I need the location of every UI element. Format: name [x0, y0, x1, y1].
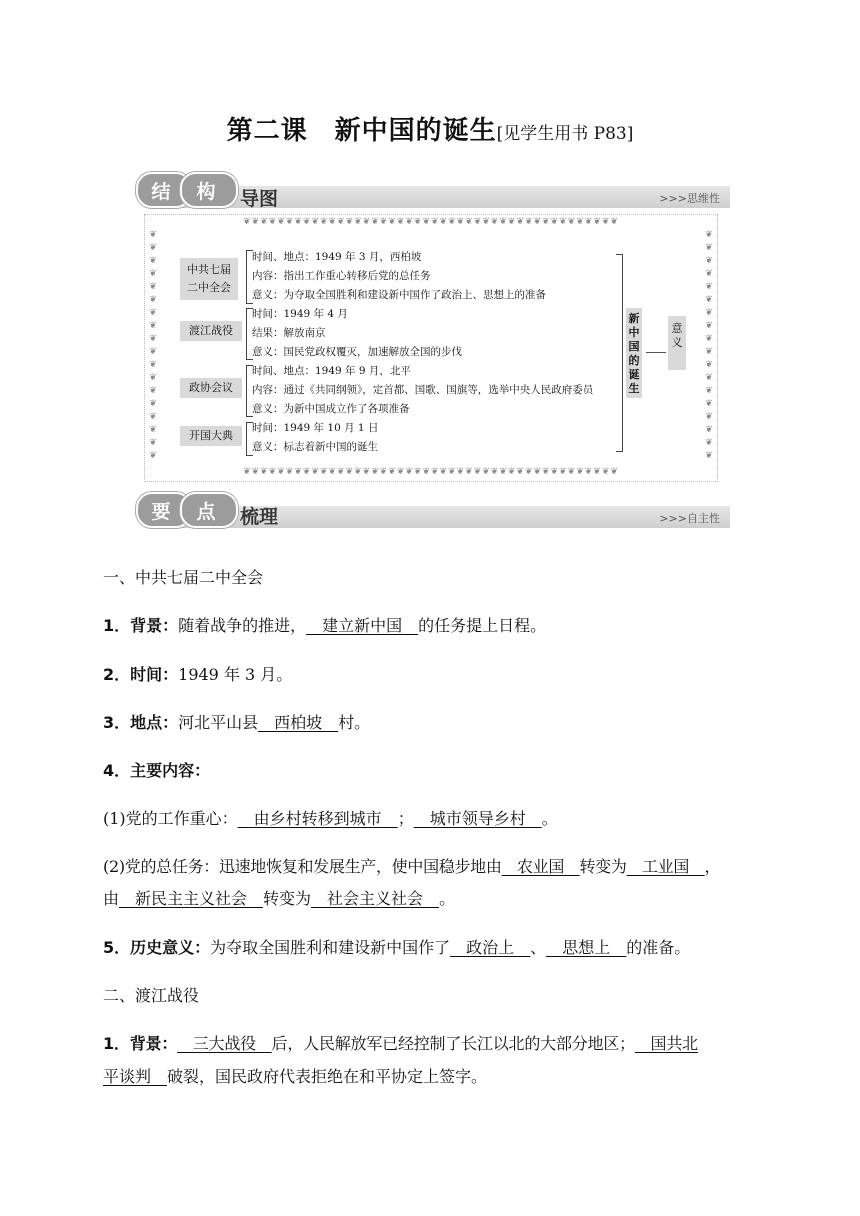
- map-node-founding: 开国大典: [180, 426, 242, 446]
- map-node-cppcc: 政协会议: [180, 378, 242, 398]
- banner-pill: 结: [136, 172, 192, 208]
- border-decoration: ❦ ❦ ❦ ❦ ❦ ❦ ❦ ❦ ❦ ❦ ❦ ❦ ❦ ❦ ❦ ❦ ❦ ❦: [149, 230, 157, 461]
- map-node-crossing: 渡江战役: [180, 321, 242, 341]
- map-line: 意义：为夺取全国胜利和建设新中国作了政治上、思想上的准备: [252, 289, 546, 301]
- item-background-cont: 平谈判__破裂，国民政府代表拒绝在和平协定上签字。: [103, 1067, 488, 1086]
- book-reference: [见学生用书 P83]: [496, 124, 634, 144]
- map-meaning-node: 意 义: [668, 316, 686, 370]
- map-line: 时间、地点：1949 年 9 月，北平: [252, 365, 411, 377]
- map-node-plenum: 中共七届 二中全会: [180, 258, 238, 300]
- map-line: 意义：标志着新中国的诞生: [252, 441, 378, 453]
- map-line: 时间：1949 年 10 月 1 日: [252, 422, 379, 434]
- item-background: 1．背景：__三大战役__后，人民解放军已经控制了长江以北的大部分地区；__国共北: [103, 1034, 698, 1053]
- map-line: 时间：1949 年 4 月: [252, 308, 348, 320]
- banner-tag: >>>思维性: [659, 192, 720, 205]
- map-line: 结果：解放南京: [252, 327, 326, 339]
- map-line: 意义：为新中国成立作了各项准备: [252, 403, 410, 415]
- sub-item-general-task-cont: 由__新民主主义社会__转变为__社会主义社会__。: [103, 889, 456, 908]
- structure-map-banner: [136, 172, 730, 212]
- item-time: 2．时间：1949 年 3 月。: [103, 665, 293, 684]
- map-center-node: 新 中 国 的 诞 生: [626, 308, 642, 398]
- item-significance: 5．历史意义：为夺取全国胜利和建设新中国作了__政治上__、__思想上__的准备。: [103, 938, 691, 957]
- item-background: 1．背景：随着战争的推进，__建立新中国__的任务提上日程。: [103, 616, 547, 635]
- border-decoration: ❦❦❦❦❦❦❦❦❦❦❦❦❦❦❦❦❦❦❦❦❦❦❦❦❦❦❦❦❦❦❦❦❦❦❦❦❦❦❦❦❦❦❦❦: [243, 217, 619, 227]
- map-line: 时间、地点：1949 年 3 月，西柏坡: [252, 251, 422, 263]
- lesson-title: 第二课 新中国的诞生: [226, 116, 497, 146]
- item-place: 3．地点：河北平山县__西柏坡__村。: [103, 713, 371, 732]
- item-content: 4．主要内容：: [103, 761, 211, 780]
- border-decoration: ❦❦❦❦❦❦❦❦❦❦❦❦❦❦❦❦❦❦❦❦❦❦❦❦❦❦❦❦❦❦❦❦❦❦❦❦❦❦❦❦❦❦❦❦: [243, 467, 619, 477]
- banner-pill: 要: [136, 492, 192, 528]
- banner-pill: 构: [180, 172, 238, 208]
- map-line: 内容：通过《共同纲领》，定首都、国歌、国旗等，选举中央人民政府委员: [252, 384, 594, 396]
- banner-word: 导图: [240, 188, 279, 210]
- sub-item-work-focus: (1)党的工作重心：__由乡村转移到城市__；__城市领导乡村__。: [103, 809, 558, 828]
- map-line: 意义：国民党政权覆灭，加速解放全国的步伐: [252, 346, 462, 358]
- key-points-banner: [136, 492, 730, 532]
- section-heading: 一、中共七届二中全会: [103, 568, 264, 587]
- border-decoration: ❦ ❦ ❦ ❦ ❦ ❦ ❦ ❦ ❦ ❦ ❦ ❦ ❦ ❦ ❦ ❦ ❦ ❦: [705, 230, 713, 461]
- section-heading: 二、渡江战役: [103, 986, 200, 1005]
- banner-word: 梳理: [240, 506, 279, 528]
- page-title: [0, 110, 860, 147]
- banner-tag: >>>自主性: [659, 512, 720, 525]
- sub-item-general-task: (2)党的总任务：迅速地恢复和发展生产，使中国稳步地由__农业国__转变为__工业国__，: [103, 857, 721, 876]
- banner-pill: 点: [180, 492, 238, 528]
- map-line: 内容：指出工作重心转移后党的总任务: [252, 270, 431, 282]
